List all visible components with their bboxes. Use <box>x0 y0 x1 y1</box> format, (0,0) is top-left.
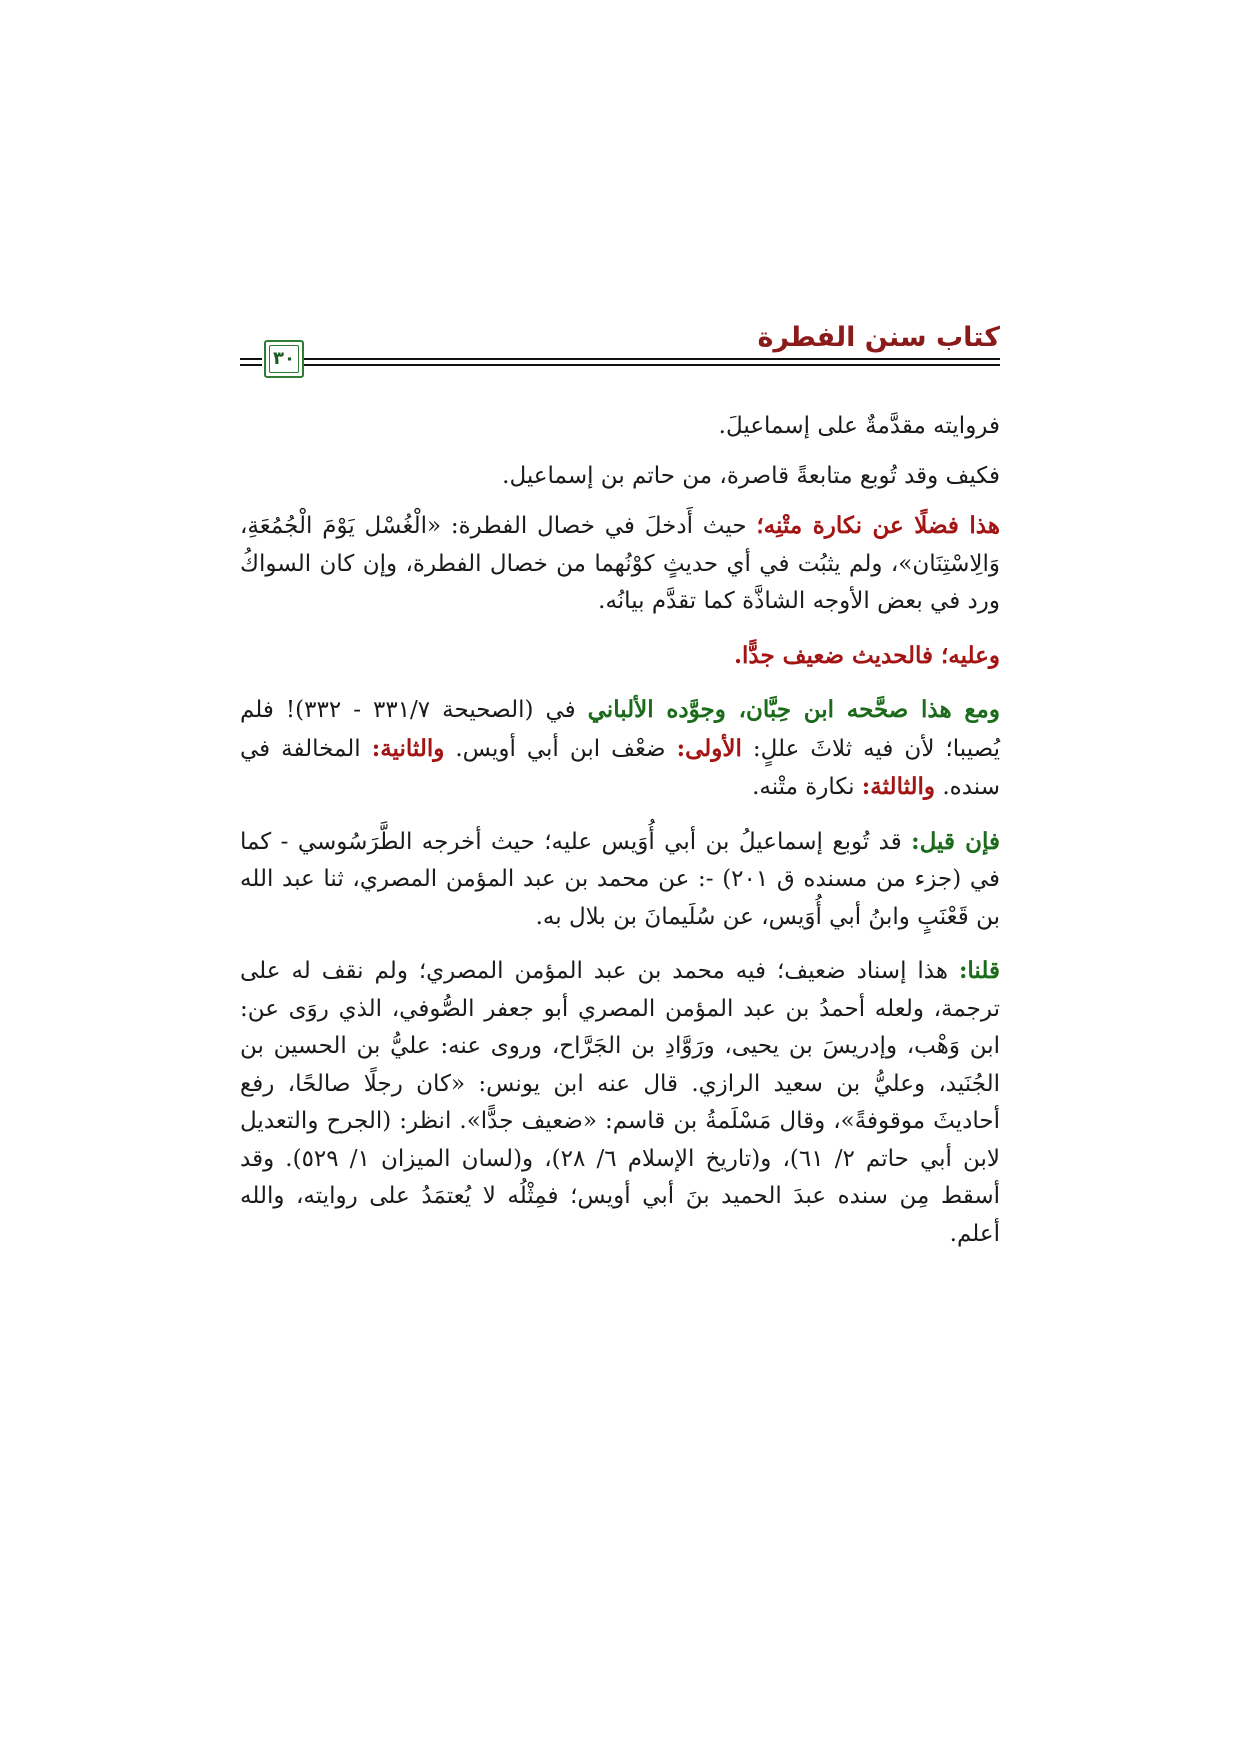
book-title: كتاب سنن الفطرة <box>757 322 1000 353</box>
paragraph-5-first-label: الأولى: <box>676 734 742 762</box>
paragraph-2 <box>240 458 1000 496</box>
paragraph-3-text: حيث أَدخلَ في خصال الفطرة: «الْغُسْل يَوْمَ الْجُمُعَةِ، وَالِاسْتِنَان»، ولم يثبُت في أي حديثٍ كوْنُهما من خصال الفطرة، وإن كان السواكُ ورد في بعض الأوجه الشاذَّة كما تقدَّم بيانُه. <box>240 513 1000 614</box>
paragraph-6 <box>240 823 1000 937</box>
paragraph-3-heading: هذا فضلًا عن نكارة متْنِه؛ <box>756 512 1000 539</box>
paragraph-4-conclusion: وعليه؛ فالحديث ضعيف جدًّا. <box>733 641 1000 669</box>
paragraph-7 <box>240 952 1000 1253</box>
paragraph-5-text-2: ضعْف ابن أبي أويس. <box>444 735 677 762</box>
paragraph-7-heading: قلنا: <box>958 957 1000 984</box>
paragraph-1 <box>240 408 1000 446</box>
page-body <box>240 408 1000 1269</box>
page-number-frame <box>264 340 304 378</box>
paragraph-5-second-label: والثانية: <box>371 734 445 762</box>
page-header <box>240 322 1000 382</box>
paragraph-1-text: فروايته مقدَّمةٌ على إسماعيلَ. <box>718 413 1000 439</box>
paragraph-3 <box>240 507 1000 621</box>
paragraph-6-heading: فإن قيل: <box>911 827 1000 855</box>
header-rule-top <box>294 358 1000 360</box>
paragraph-5-text-4: نكارة متْنه. <box>752 774 862 800</box>
header-rule-left-bottom <box>240 364 262 366</box>
paragraph-5-heading: ومع هذا صحَّحه ابن حِبَّان، وجوَّده الألباني <box>587 696 1000 723</box>
paragraph-5-third-label: والثالثة: <box>861 773 936 800</box>
paragraph-7-text: هذا إسناد ضعيف؛ فيه محمد بن عبد المؤمن المصري؛ ولم نقف له على ترجمة، ولعله أحمدُ بن عبد المؤمن المصري أبو جعفر الصُّوفي، الذي روَى عن: ابن وَهْب، وإدريسَ بن يحيى، ورَوَّادِ بن الجَرَّاح، وروى عنه: عليُّ بن الحسين بن الجُنَيد، وعليُّ بن سعيد الرازي. قال عنه ابن يونس: «كان رجلًا صالحًا، رفع أحاديثَ موقوفةً»، وقال مَسْلَمةُ بن قاسم: «ضعيف جدًّا». انظر: (الجرح والتعديل لابن أبي حاتم ٢/ ٦١)، و(تاريخ الإسلام ٦/ ٢٨)، و(لسان الميزان ١/ ٥٢٩). وقد أسقط مِن سنده عبدَ الحميد بنَ أبي أويس؛ فمِثْلُه لا يُعتمَدُ على روايته، والله أعلم. <box>240 958 1001 1247</box>
page-number: ٣٠ <box>273 348 295 369</box>
paragraph-5-text-3: المخالفة في سنده. <box>240 735 1000 800</box>
header-rule-left-top <box>240 358 262 360</box>
paragraph-5-text-1: في (الصحيحة ٣٣١/٧ - ٣٣٢)! فلم يُصيبا؛ لأن فيه ثلاثَ عللٍ: <box>240 697 1000 762</box>
header-rule-bottom <box>294 364 1000 366</box>
paragraph-4 <box>240 637 1000 676</box>
paragraph-2-text: فكيف وقد تُوبع متابعةً قاصرة، من حاتم بن إسماعيل. <box>502 462 1000 489</box>
paragraph-6-text: قد تُوبع إسماعيلُ بن أبي أُوَيس عليه؛ حيث أخرجه الطَّرَسُوسي - كما في (جزء من مسنده ق ٢٠١) -: عن محمد بن عبد المؤمن المصري، ثنا عبد الله بن قَعْنَبٍ وابنُ أبي أُوَيس، عن سُلَيمانَ بن بلال به. <box>240 828 1001 930</box>
paragraph-5 <box>240 691 1000 807</box>
